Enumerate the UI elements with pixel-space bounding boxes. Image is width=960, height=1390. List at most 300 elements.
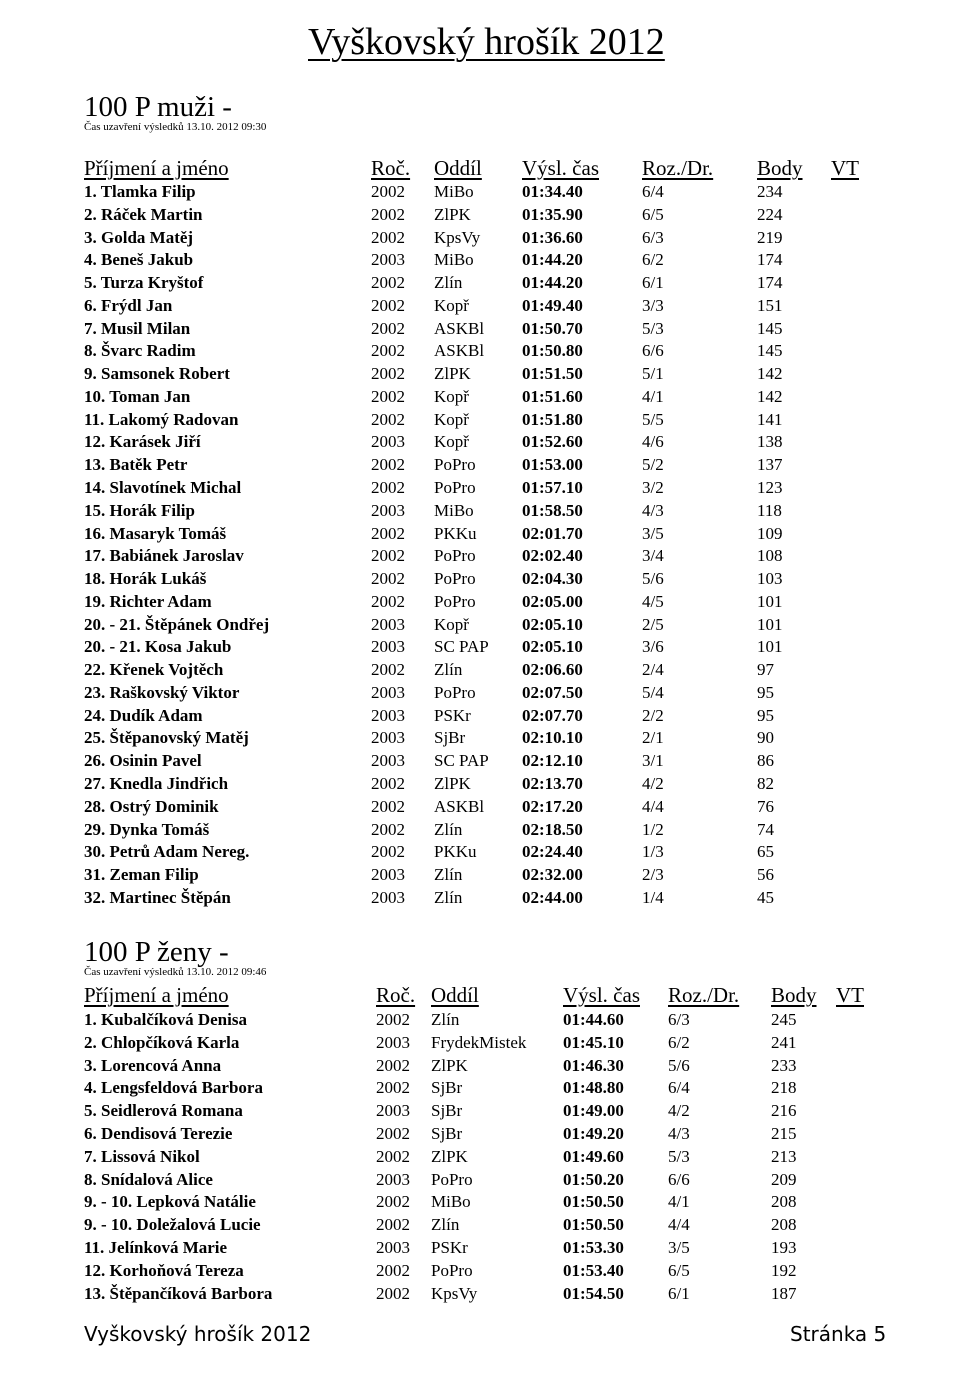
cell-year: 2002 [371,273,405,293]
cell-time: 01:57.10 [522,478,583,497]
cell-year: 2002 [371,227,405,247]
table-row [0,1214,900,1236]
document-title: Vyškovský hrošík 2012 [308,21,665,63]
cell-points: 101 [757,637,783,657]
cell-points: 219 [757,227,783,247]
cell-time: 01:52.60 [522,432,583,452]
cell-year: 2002 [376,1124,410,1143]
cell-name: 11. Jelínková Marie [84,1238,228,1257]
cell-name: 27. Knedla Jindřich [84,774,229,794]
cell-time: 02:07.50 [522,682,583,702]
cell-time: 02:07.70 [522,705,583,725]
cell-time: 02:13.70 [522,774,583,794]
cell-heat: 2/2 [642,705,664,725]
table-row [0,614,900,636]
table-row [0,591,900,613]
cell-time: 01:44.20 [522,250,583,270]
table-row [0,1100,900,1122]
cell-time: 02:32.00 [522,865,583,885]
cell-club: Kopř [434,432,469,452]
table-header [0,983,900,1007]
page-number: Stránka 5 [790,1322,887,1346]
table-row [0,773,900,795]
cell-club: ZlPK [434,364,471,384]
cell-points: 137 [757,455,783,475]
table-row [0,477,900,499]
cell-name: 11. Lakomý Radovan [84,409,239,429]
cell-club: PSKr [431,1238,468,1257]
cell-year: 2002 [371,819,405,839]
cell-points: 108 [757,546,783,566]
table-row [0,1077,900,1099]
cell-club: Zlín [434,865,463,885]
cell-heat: 6/2 [642,250,664,270]
table-row [0,1237,900,1259]
cell-heat: 4/4 [642,796,664,816]
cell-time: 02:06.60 [522,660,583,680]
table-row [0,272,900,294]
cell-year: 2002 [376,1260,410,1280]
cell-club: PoPro [431,1169,473,1189]
cell-time: 01:53.00 [522,455,583,475]
cell-name: 9. - 10. Lepková Natálie [84,1192,256,1212]
header-vt: VT [836,983,864,1007]
cell-heat: 5/6 [642,569,664,589]
cell-heat: 4/3 [642,500,664,520]
cell-time: 02:24.40 [522,842,583,862]
cell-club: MiBo [431,1192,471,1212]
cell-time: 01:49.60 [563,1146,624,1166]
cell-year: 2003 [376,1169,410,1189]
cell-name: 26. Osinin Pavel [84,751,202,771]
cell-name: 3. Golda Matěj [84,227,194,247]
cell-name: 2. Ráček Martin [84,204,203,224]
header-time: Výsl. čas [522,156,599,180]
cell-heat: 3/1 [642,751,664,771]
cell-club: Zlín [431,1010,460,1029]
cell-name: 20. - 21. Kosa Jakub [84,637,232,657]
cell-club: Kopř [434,295,469,315]
cell-name: 1. Kubalčíková Denisa [84,1010,247,1029]
cell-points: 208 [771,1192,797,1212]
cell-points: 103 [757,569,783,589]
cell-name: 25. Štěpanovský Matěj [84,728,249,748]
cell-name: 28. Ostrý Dominik [84,796,219,816]
cell-name: 7. Lissová Nikol [84,1146,200,1166]
cell-club: ZlPK [434,204,471,224]
cell-points: 241 [771,1032,797,1052]
cell-heat: 2/3 [642,865,664,885]
cell-year: 2002 [371,364,405,384]
cell-club: PKKu [434,523,477,543]
cell-club: Kopř [434,614,469,634]
cell-time: 01:50.20 [563,1169,624,1189]
cell-points: 101 [757,614,783,634]
cell-club: Zlín [434,273,463,293]
cell-year: 2002 [371,660,405,680]
table-row [0,682,900,704]
cell-time: 02:18.50 [522,819,583,839]
cell-heat: 1/4 [642,887,664,907]
cell-time: 01:51.50 [522,364,583,384]
cell-time: 02:17.20 [522,796,583,816]
cell-club: ZlPK [434,774,471,794]
cell-club: ZlPK [431,1146,468,1166]
cell-heat: 5/1 [642,364,664,384]
cell-points: 142 [757,386,783,406]
cell-time: 02:10.10 [522,728,583,748]
cell-time: 01:51.60 [522,386,583,406]
footer-title: Vyškovský hrošík 2012 [84,1322,312,1346]
cell-heat: 5/5 [642,409,664,429]
cell-time: 02:01.70 [522,523,583,543]
cell-points: 45 [757,887,774,907]
table-row [0,454,900,476]
cell-heat: 4/1 [668,1192,690,1212]
cell-year: 2002 [376,1078,410,1098]
table-row [0,500,900,522]
table-row [0,1123,900,1145]
cell-points: 215 [771,1124,797,1143]
cell-name: 3. Lorencová Anna [84,1055,222,1075]
cell-club: PoPro [431,1260,473,1280]
cell-points: 216 [771,1101,797,1121]
cell-heat: 3/2 [642,478,664,497]
cell-heat: 2/4 [642,660,664,680]
cell-time: 01:50.70 [522,318,583,338]
cell-heat: 1/3 [642,842,664,862]
cell-year: 2002 [376,1192,410,1212]
cell-year: 2002 [371,182,405,201]
cell-club: PoPro [434,455,476,475]
cell-points: 95 [757,705,774,725]
table-row [0,204,900,226]
cell-points: 82 [757,774,774,794]
header-name: Příjmení a jméno [84,983,229,1007]
cell-name: 5. Seidlerová Romana [84,1101,243,1121]
cell-time: 01:34.40 [522,182,583,201]
section-title: 100 P muži - [84,91,232,123]
cell-points: 192 [771,1260,797,1280]
cell-year: 2002 [371,409,405,429]
table-row [0,1055,900,1077]
cell-time: 02:05.10 [522,637,583,657]
cell-heat: 6/5 [668,1260,690,1280]
cell-heat: 4/3 [668,1124,690,1143]
cell-year: 2002 [371,204,405,224]
table-row [0,1260,900,1282]
cell-year: 2002 [376,1010,410,1029]
cell-heat: 6/1 [668,1283,690,1303]
cell-points: 86 [757,751,774,771]
cell-heat: 5/2 [642,455,664,475]
cell-club: ASKBl [434,341,485,361]
cell-name: 8. Snídalová Alice [84,1169,213,1189]
cell-heat: 5/6 [668,1055,690,1075]
cell-club: PoPro [434,546,476,566]
cell-year: 2003 [371,614,405,634]
cell-year: 2002 [376,1146,410,1166]
cell-name: 10. Toman Jan [84,386,191,406]
cell-heat: 6/4 [668,1078,690,1098]
cell-heat: 1/2 [642,819,664,839]
table-row [0,841,900,863]
cell-time: 01:49.20 [563,1124,624,1143]
cell-year: 2003 [371,250,405,270]
cell-points: 109 [757,523,783,543]
cell-year: 2002 [376,1215,410,1235]
header-points: Body [771,983,817,1007]
cell-points: 90 [757,728,774,748]
table-row [0,750,900,772]
cell-name: 9. Samsonek Robert [84,364,230,384]
cell-time: 01:44.60 [563,1010,624,1029]
cell-time: 01:54.50 [563,1283,624,1303]
cell-name: 6. Frýdl Jan [84,295,173,315]
table-row [0,1169,900,1191]
cell-name: 1. Tlamka Filip [84,182,196,201]
cell-points: 213 [771,1146,797,1166]
table-row [0,227,900,249]
table-row [0,636,900,658]
cell-heat: 6/6 [642,341,664,361]
table-row [0,659,900,681]
cell-year: 2003 [376,1238,410,1257]
cell-heat: 4/4 [668,1215,690,1235]
cell-club: ASKBl [434,318,485,338]
table-header [0,156,900,180]
cell-heat: 6/3 [668,1010,690,1029]
cell-year: 2002 [371,341,405,361]
cell-heat: 6/6 [668,1169,690,1189]
cell-club: PoPro [434,591,476,611]
cell-name: 19. Richter Adam [84,591,212,611]
table-row [0,727,900,749]
cell-year: 2002 [371,842,405,862]
cell-year: 2002 [371,386,405,406]
cell-name: 30. Petrů Adam Nereg. [84,842,250,862]
cell-points: 174 [757,273,783,293]
cell-club: Zlín [434,660,463,680]
cell-points: 138 [757,432,783,452]
header-heat: Roz./Dr. [642,156,714,180]
cell-club: SjBr [431,1124,463,1143]
results-closing-time: Čas uzavření výsledků 13.10. 2012 09:46 [84,966,267,978]
cell-year: 2002 [371,318,405,338]
table-row [0,431,900,453]
cell-club: Zlín [431,1215,460,1235]
cell-year: 2002 [371,478,405,497]
cell-points: 74 [757,819,774,839]
cell-year: 2002 [371,569,405,589]
cell-year: 2003 [371,637,405,657]
cell-points: 208 [771,1215,797,1235]
cell-points: 65 [757,842,774,862]
cell-year: 2002 [371,591,405,611]
header-heat: Roz./Dr. [668,983,740,1007]
cell-club: PoPro [434,682,476,702]
cell-heat: 6/3 [642,227,664,247]
cell-points: 151 [757,295,783,315]
cell-name: 2. Chlopčíková Karla [84,1032,240,1052]
cell-heat: 6/2 [668,1032,690,1052]
cell-points: 97 [757,660,774,680]
cell-time: 01:35.90 [522,204,583,224]
cell-name: 13. Štěpančíková Barbora [84,1283,273,1303]
cell-club: KpsVy [431,1283,478,1303]
cell-time: 01:53.40 [563,1260,624,1280]
table-row [0,1032,900,1054]
cell-time: 02:02.40 [522,546,583,566]
cell-club: Kopř [434,409,469,429]
cell-points: 118 [757,500,782,520]
cell-name: 20. - 21. Štěpánek Ondřej [84,614,270,634]
cell-year: 2002 [371,523,405,543]
cell-club: SjBr [431,1078,463,1098]
cell-year: 2003 [371,751,405,771]
cell-year: 2002 [371,295,405,315]
cell-name: 16. Masaryk Tomáš [84,523,227,543]
table-row [0,318,900,340]
cell-time: 01:49.40 [522,295,583,315]
cell-heat: 2/5 [642,614,664,634]
cell-time: 01:50.50 [563,1192,624,1212]
cell-time: 02:05.00 [522,591,583,611]
cell-time: 01:48.80 [563,1078,624,1098]
cell-year: 2003 [371,682,405,702]
cell-name: 4. Beneš Jakub [84,250,194,270]
cell-time: 01:51.80 [522,409,583,429]
cell-club: SjBr [431,1101,463,1121]
table-row [0,796,900,818]
cell-points: 76 [757,796,774,816]
cell-points: 187 [771,1283,797,1303]
table-row [0,545,900,567]
cell-year: 2003 [371,705,405,725]
cell-points: 224 [757,204,783,224]
cell-heat: 4/5 [642,591,664,611]
cell-club: PoPro [434,478,476,497]
cell-year: 2002 [376,1283,410,1303]
cell-heat: 5/3 [642,318,664,338]
cell-name: 17. Babiánek Jaroslav [84,546,244,566]
table-row [0,249,900,271]
cell-name: 22. Křenek Vojtěch [84,660,224,680]
cell-heat: 3/3 [642,295,664,315]
cell-name: 4. Lengsfeldová Barbora [84,1078,263,1098]
table-row [0,864,900,886]
cell-heat: 3/4 [642,546,664,566]
cell-club: Zlín [434,819,463,839]
cell-time: 02:12.10 [522,751,583,771]
cell-points: 95 [757,682,774,702]
results-closing-time: Čas uzavření výsledků 13.10. 2012 09:30 [84,121,267,133]
cell-heat: 5/4 [642,682,664,702]
cell-club: SC PAP [434,637,489,657]
cell-heat: 6/5 [642,204,664,224]
cell-year: 2003 [376,1101,410,1121]
cell-name: 12. Karásek Jiří [84,432,201,452]
cell-name: 15. Horák Filip [84,500,195,520]
header-club: Oddíl [434,156,482,180]
cell-club: SjBr [434,728,466,748]
cell-time: 02:44.00 [522,887,583,907]
cell-name: 9. - 10. Doležalová Lucie [84,1215,261,1235]
cell-year: 2002 [371,796,405,816]
cell-name: 18. Horák Lukáš [84,569,207,589]
cell-year: 2002 [371,455,405,475]
cell-name: 8. Švarc Radim [84,341,196,361]
table-row [0,1009,900,1031]
section-title: 100 P ženy - [84,936,229,968]
header-points: Body [757,156,803,180]
cell-club: ZlPK [431,1055,468,1075]
table-row [0,181,900,203]
cell-club: PoPro [434,569,476,589]
cell-year: 2003 [371,432,405,452]
cell-heat: 6/4 [642,182,664,201]
table-row [0,1191,900,1213]
cell-club: FrydekMistek [431,1032,527,1052]
cell-heat: 4/6 [642,432,664,452]
cell-club: Zlín [434,887,463,907]
cell-name: 24. Dudík Adam [84,705,203,725]
cell-time: 01:36.60 [522,227,583,247]
cell-points: 123 [757,478,783,497]
cell-time: 01:50.80 [522,341,583,361]
cell-heat: 3/6 [642,637,664,657]
cell-points: 245 [771,1010,797,1029]
table-row [0,386,900,408]
cell-time: 01:50.50 [563,1215,624,1235]
cell-points: 145 [757,318,783,338]
cell-name: 23. Raškovský Viktor [84,682,240,702]
header-year: Roč. [371,156,411,180]
cell-points: 209 [771,1169,797,1189]
cell-name: 6. Dendisová Terezie [84,1124,233,1143]
cell-heat: 2/1 [642,728,664,748]
cell-points: 193 [771,1238,797,1257]
header-time: Výsl. čas [563,983,640,1007]
cell-heat: 4/2 [668,1101,690,1121]
cell-year: 2003 [376,1032,410,1052]
cell-name: 13. Batěk Petr [84,455,188,475]
table-row [0,295,900,317]
table-row [0,887,900,909]
cell-club: MiBo [434,182,474,201]
table-row [0,523,900,545]
cell-name: 32. Martinec Štěpán [84,887,231,907]
cell-heat: 3/5 [668,1238,690,1257]
header-vt: VT [831,156,859,180]
cell-points: 142 [757,364,783,384]
cell-points: 141 [757,409,783,429]
table-row [0,363,900,385]
cell-name: 31. Zeman Filip [84,865,199,885]
cell-time: 01:49.00 [563,1101,624,1121]
cell-year: 2003 [371,865,405,885]
cell-heat: 6/1 [642,273,664,293]
table-row [0,409,900,431]
cell-name: 7. Musil Milan [84,318,191,338]
cell-club: ASKBl [434,796,485,816]
cell-club: KpsVy [434,227,481,247]
cell-club: SC PAP [434,751,489,771]
cell-points: 234 [757,182,783,201]
cell-time: 01:58.50 [522,500,583,520]
cell-time: 02:05.10 [522,614,583,634]
cell-points: 145 [757,341,783,361]
